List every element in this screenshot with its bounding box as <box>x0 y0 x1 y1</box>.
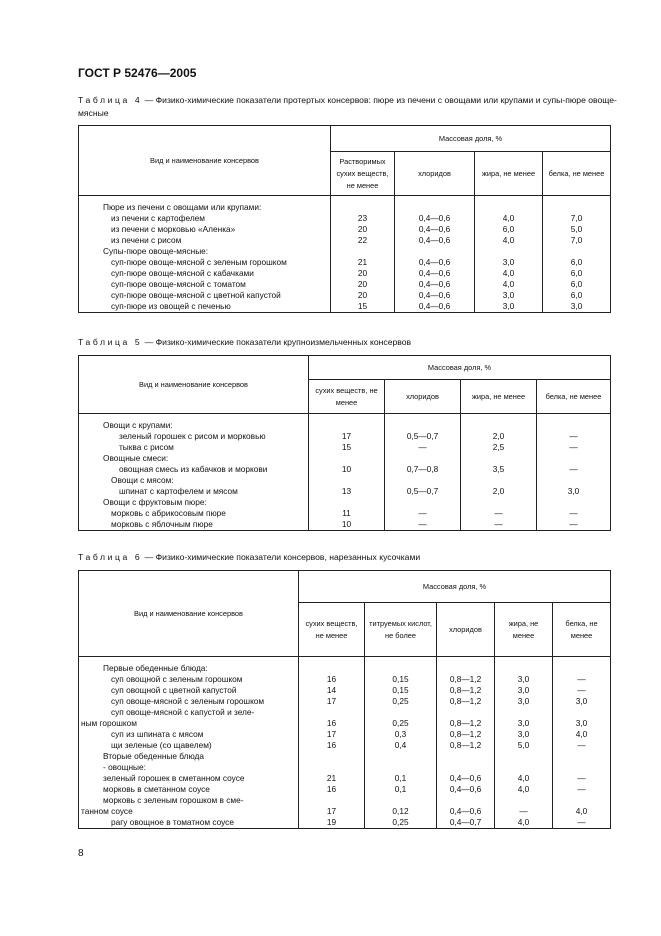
value-cell: 0,4—0,6 <box>395 235 475 246</box>
table-5-group-header: Массовая доля, % <box>309 356 611 380</box>
value-cell: 19 <box>299 817 365 829</box>
table-5-name-header: Вид и наименование консервов <box>79 356 309 414</box>
value-cell: 3,0 <box>475 301 543 313</box>
value-cell: 15 <box>331 301 395 313</box>
table-row <box>79 685 611 696</box>
value-cell: 3,0 <box>495 696 553 707</box>
value-cell: — <box>553 740 611 751</box>
table-row <box>79 806 611 817</box>
table-4-body <box>79 196 611 313</box>
value-cell: 6,0 <box>543 279 611 290</box>
value-cell <box>495 795 553 806</box>
table-6-name-header: Вид и наименование консервов <box>79 571 299 657</box>
value-cell: 0,3 <box>365 729 437 740</box>
value-cell: — <box>553 773 611 784</box>
table-4-col-header: жира, не менее <box>475 152 543 196</box>
value-cell: 20 <box>331 268 395 279</box>
value-cell: 20 <box>331 279 395 290</box>
value-cell: 0,8—1,2 <box>437 696 495 707</box>
table-6-caption <box>78 551 618 564</box>
table-row <box>79 663 611 674</box>
value-cell <box>553 707 611 718</box>
value-cell <box>309 497 385 508</box>
value-cell <box>299 751 365 762</box>
value-cell: 3,0 <box>543 301 611 313</box>
value-cell: 16 <box>299 718 365 729</box>
value-cell: 0,4—0,6 <box>395 268 475 279</box>
value-cell <box>537 475 611 486</box>
table-5-col-header: хлоридов <box>385 380 461 414</box>
value-cell <box>395 202 475 213</box>
value-cell: 2,0 <box>461 431 537 442</box>
value-cell <box>475 246 543 257</box>
table-row <box>79 290 611 301</box>
value-cell <box>537 497 611 508</box>
value-cell: 16 <box>299 674 365 685</box>
value-cell <box>437 795 495 806</box>
value-cell <box>331 202 395 213</box>
table-row <box>79 718 611 729</box>
value-cell: 0,25 <box>365 817 437 829</box>
value-cell: 0,4—0,6 <box>395 224 475 235</box>
value-cell: 3,0 <box>475 257 543 268</box>
table-5-col-header: белка, не менее <box>537 380 611 414</box>
value-cell <box>495 762 553 773</box>
value-cell: 4,0 <box>475 279 543 290</box>
value-cell: 16 <box>299 740 365 751</box>
value-cell: 0,4—0,6 <box>437 806 495 817</box>
row-name-cell: Овощи с мясом: <box>79 475 309 486</box>
table-6-col-header: белка, не менее <box>553 603 611 657</box>
row-name-cell: из печени с картофелем <box>79 213 331 224</box>
value-cell: 10 <box>309 464 385 475</box>
row-name-cell: рагу овощное в томатном соусе <box>79 817 299 829</box>
value-cell <box>461 420 537 431</box>
value-cell: 22 <box>331 235 395 246</box>
row-name-cell: из печени с морковью «Аленка» <box>79 224 331 235</box>
table-4-name-header: Вид и наименование консервов <box>79 126 331 196</box>
value-cell: 0,4—0,6 <box>395 257 475 268</box>
table-5 <box>78 355 611 531</box>
table-row <box>79 740 611 751</box>
row-name-cell: морковь в сметанном соусе <box>79 784 299 795</box>
row-name-cell: - овощные: <box>79 762 299 773</box>
row-name-cell: суп-пюре овоще-мясной с томатом <box>79 279 331 290</box>
row-name-cell: суп овоще-мясной с зеленым горошком <box>79 696 299 707</box>
value-cell: 0,4—0,6 <box>437 773 495 784</box>
value-cell: 0,25 <box>365 718 437 729</box>
table-row <box>79 268 611 279</box>
value-cell <box>475 202 543 213</box>
value-cell <box>461 453 537 464</box>
table-row <box>79 464 611 475</box>
value-cell: 0,25 <box>365 696 437 707</box>
table-row <box>79 762 611 773</box>
table-6-caption-lead: Таблица 6 <box>78 552 143 562</box>
table-row <box>79 442 611 453</box>
value-cell <box>437 751 495 762</box>
value-cell <box>537 420 611 431</box>
table-row <box>79 519 611 531</box>
table-row <box>79 202 611 213</box>
value-cell: 13 <box>309 486 385 497</box>
value-cell: — <box>553 784 611 795</box>
value-cell <box>553 663 611 674</box>
table-6-col-header: титруемых кислот, не более <box>365 603 437 657</box>
table-row <box>79 508 611 519</box>
value-cell: 3,0 <box>495 685 553 696</box>
value-cell: 17 <box>309 431 385 442</box>
value-cell: 2,0 <box>461 486 537 497</box>
value-cell <box>395 246 475 257</box>
value-cell: 4,0 <box>475 213 543 224</box>
value-cell: 4,0 <box>475 235 543 246</box>
value-cell <box>461 497 537 508</box>
row-name-cell: суп овощной с цветной капустой <box>79 685 299 696</box>
table-4-col-header: белка, не менее <box>543 152 611 196</box>
value-cell: — <box>385 519 461 531</box>
value-cell <box>365 663 437 674</box>
row-name-cell: ным горошком <box>79 718 299 729</box>
value-cell: 3,0 <box>553 696 611 707</box>
table-6-caption-text: — Физико-химические показатели консервов, нарезанных кусочками <box>142 552 421 562</box>
row-name-cell: суп-пюре овоще-мясной с цветной капустой <box>79 290 331 301</box>
value-cell <box>365 751 437 762</box>
value-cell: 3,0 <box>495 718 553 729</box>
value-cell: 7,0 <box>543 213 611 224</box>
table-row <box>79 486 611 497</box>
value-cell: 3,0 <box>495 729 553 740</box>
table-row <box>79 696 611 707</box>
value-cell: 7,0 <box>543 235 611 246</box>
value-cell: 0,4—0,6 <box>395 290 475 301</box>
table-row <box>79 257 611 268</box>
value-cell <box>553 762 611 773</box>
value-cell: 0,12 <box>365 806 437 817</box>
value-cell <box>331 246 395 257</box>
table-5-col-header: сухих веществ, не менее <box>309 380 385 414</box>
value-cell: — <box>385 508 461 519</box>
value-cell: 6,0 <box>475 224 543 235</box>
row-name-cell: Пюре из печени с овощами или крупами: <box>79 202 331 213</box>
value-cell: 0,8—1,2 <box>437 718 495 729</box>
value-cell <box>461 475 537 486</box>
value-cell <box>365 707 437 718</box>
row-name-cell: зеленый горошек в сметанном соусе <box>79 773 299 784</box>
table-4-group-header: Массовая доля, % <box>331 126 611 152</box>
document-title: ГОСТ Р 52476—2005 <box>78 66 197 80</box>
value-cell <box>365 795 437 806</box>
row-name-cell: суп овощной с зеленым горошком <box>79 674 299 685</box>
row-name-cell: суп овоще-мясной с капустой и зеле- <box>79 707 299 718</box>
table-row <box>79 795 611 806</box>
value-cell <box>437 707 495 718</box>
row-name-cell: Овощи с фруктовым пюре: <box>79 497 309 508</box>
value-cell: 3,0 <box>537 486 611 497</box>
value-cell: 3,0 <box>495 674 553 685</box>
value-cell: 5,0 <box>543 224 611 235</box>
table-5-col-header: жира, не менее <box>461 380 537 414</box>
table-row <box>79 453 611 464</box>
table-row <box>79 817 611 829</box>
value-cell: 6,0 <box>543 268 611 279</box>
table-row <box>79 279 611 290</box>
table-row <box>79 420 611 431</box>
value-cell: 4,0 <box>475 268 543 279</box>
table-6-col-header: жира, не менее <box>495 603 553 657</box>
value-cell: 6,0 <box>543 290 611 301</box>
row-name-cell: суп-пюре овоще-мясной с кабачками <box>79 268 331 279</box>
value-cell: 0,4—0,6 <box>395 279 475 290</box>
value-cell: 21 <box>299 773 365 784</box>
row-name-cell: Супы-пюре овоще-мясные: <box>79 246 331 257</box>
value-cell: 0,4—0,6 <box>395 213 475 224</box>
value-cell: 20 <box>331 290 395 301</box>
row-name-cell: морковь с абрикосовым пюре <box>79 508 309 519</box>
table-6-group-header: Массовая доля, % <box>299 571 611 603</box>
value-cell <box>385 420 461 431</box>
value-cell: 0,15 <box>365 685 437 696</box>
table-6-col-header: хлоридов <box>437 603 495 657</box>
value-cell: 0,1 <box>365 784 437 795</box>
table-4-caption <box>78 94 618 120</box>
value-cell: 4,0 <box>495 784 553 795</box>
row-name-cell: из печени с рисом <box>79 235 331 246</box>
table-row <box>79 213 611 224</box>
value-cell: 6,0 <box>543 257 611 268</box>
value-cell: 0,4—0,6 <box>437 784 495 795</box>
value-cell: 4,0 <box>553 729 611 740</box>
value-cell <box>543 246 611 257</box>
table-5-caption <box>78 336 618 349</box>
table-row <box>79 246 611 257</box>
table-row <box>79 729 611 740</box>
table-row <box>79 751 611 762</box>
value-cell <box>299 762 365 773</box>
value-cell: — <box>461 508 537 519</box>
row-name-cell: суп из шпината с мясом <box>79 729 299 740</box>
value-cell: 21 <box>331 257 395 268</box>
value-cell: — <box>495 806 553 817</box>
value-cell: — <box>461 519 537 531</box>
table-5-body <box>79 414 611 531</box>
row-name-cell: морковь с яблочным пюре <box>79 519 309 531</box>
value-cell: 16 <box>299 784 365 795</box>
value-cell: 17 <box>299 729 365 740</box>
value-cell: — <box>385 442 461 453</box>
value-cell: 0,8—1,2 <box>437 740 495 751</box>
value-cell <box>543 202 611 213</box>
value-cell <box>437 663 495 674</box>
page-number: 8 <box>78 848 84 859</box>
value-cell: 3,5 <box>461 464 537 475</box>
value-cell: 17 <box>299 806 365 817</box>
table-4-col-header: хлоридов <box>395 152 475 196</box>
value-cell: 0,15 <box>365 674 437 685</box>
value-cell: 14 <box>299 685 365 696</box>
value-cell <box>437 762 495 773</box>
value-cell: — <box>537 508 611 519</box>
value-cell <box>299 795 365 806</box>
value-cell: 0,4—0,7 <box>437 817 495 829</box>
value-cell: 4,0 <box>553 806 611 817</box>
table-4-caption-text: — Физико-химические показатели протертых консервов: пюре из печени с овощами или крупами и супы-пюре овоще-мясные <box>78 95 617 118</box>
row-name-cell: щи зеленые (со щавелем) <box>79 740 299 751</box>
table-row <box>79 301 611 313</box>
table-6-body <box>79 657 611 829</box>
value-cell: 11 <box>309 508 385 519</box>
value-cell: 10 <box>309 519 385 531</box>
value-cell <box>299 663 365 674</box>
row-name-cell: тыква с рисом <box>79 442 309 453</box>
table-row <box>79 674 611 685</box>
value-cell: 23 <box>331 213 395 224</box>
value-cell: 3,0 <box>553 718 611 729</box>
row-name-cell: зеленый горошек с рисом и морковью <box>79 431 309 442</box>
value-cell <box>495 707 553 718</box>
value-cell: 5,0 <box>495 740 553 751</box>
table-4-caption-lead: Таблица 4 <box>78 95 143 105</box>
value-cell: 4,0 <box>495 817 553 829</box>
value-cell: 20 <box>331 224 395 235</box>
table-5-caption-text: — Физико-химические показатели крупноизмельченных консервов <box>142 337 412 347</box>
value-cell: 17 <box>299 696 365 707</box>
value-cell <box>537 453 611 464</box>
table-row <box>79 475 611 486</box>
table-4 <box>78 125 611 313</box>
table-6-col-header: сухих веществ, не менее <box>299 603 365 657</box>
table-row <box>79 707 611 718</box>
row-name-cell: Овощные смеси: <box>79 453 309 464</box>
value-cell: — <box>553 685 611 696</box>
value-cell: — <box>537 431 611 442</box>
value-cell <box>385 453 461 464</box>
table-row <box>79 784 611 795</box>
table-5-caption-lead: Таблица 5 <box>78 337 143 347</box>
row-name-cell: Овощи с крупами: <box>79 420 309 431</box>
table-row <box>79 773 611 784</box>
row-name-cell: суп-пюре из овощей с печенью <box>79 301 331 313</box>
value-cell <box>299 707 365 718</box>
value-cell <box>495 663 553 674</box>
value-cell: 0,8—1,2 <box>437 674 495 685</box>
row-name-cell: Вторые обеденные блюда <box>79 751 299 762</box>
value-cell <box>309 475 385 486</box>
table-row <box>79 224 611 235</box>
value-cell: 2,5 <box>461 442 537 453</box>
table-row <box>79 235 611 246</box>
value-cell: 0,4 <box>365 740 437 751</box>
value-cell: 0,5—0,7 <box>385 486 461 497</box>
row-name-cell: морковь с зеленым горошком в сме- <box>79 795 299 806</box>
value-cell: — <box>553 674 611 685</box>
table-row <box>79 497 611 508</box>
value-cell: 0,8—1,2 <box>437 685 495 696</box>
row-name-cell: танном соусе <box>79 806 299 817</box>
value-cell <box>385 497 461 508</box>
value-cell <box>495 751 553 762</box>
table-4-col-header: Растворимых сухих веществ, не менее <box>331 152 395 196</box>
value-cell: — <box>537 442 611 453</box>
row-name-cell: шпинат с картофелем и мясом <box>79 486 309 497</box>
table-6 <box>78 570 611 829</box>
value-cell: 4,0 <box>495 773 553 784</box>
value-cell: — <box>537 519 611 531</box>
value-cell <box>553 751 611 762</box>
row-name-cell: овощная смесь из кабачков и моркови <box>79 464 309 475</box>
value-cell <box>309 453 385 464</box>
row-name-cell: суп-пюре овоще-мясной с зеленым горошком <box>79 257 331 268</box>
row-name-cell: Первые обеденные блюда: <box>79 663 299 674</box>
value-cell: 3,0 <box>475 290 543 301</box>
value-cell <box>309 420 385 431</box>
value-cell: — <box>537 464 611 475</box>
value-cell <box>385 475 461 486</box>
value-cell: 0,4—0,6 <box>395 301 475 313</box>
value-cell: 15 <box>309 442 385 453</box>
value-cell: 0,7—0,8 <box>385 464 461 475</box>
value-cell: 0,8—1,2 <box>437 729 495 740</box>
value-cell <box>365 762 437 773</box>
table-row <box>79 431 611 442</box>
value-cell: 0,1 <box>365 773 437 784</box>
value-cell <box>553 795 611 806</box>
value-cell: — <box>553 817 611 829</box>
value-cell: 0,5—0,7 <box>385 431 461 442</box>
